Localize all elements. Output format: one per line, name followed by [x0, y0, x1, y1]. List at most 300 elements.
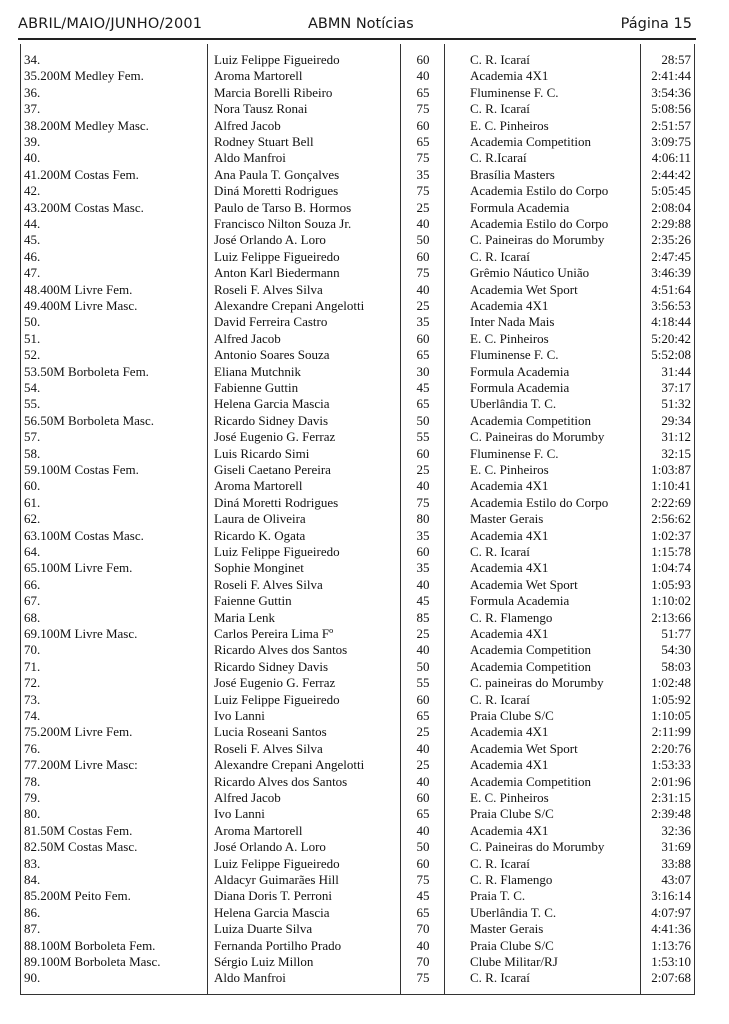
table-row: [21, 544, 695, 560]
table-row: [21, 282, 695, 298]
club-cell: Fluminense F. C.: [470, 445, 559, 461]
table-row: [21, 511, 695, 527]
time-cell: 1:15:78: [651, 544, 691, 559]
age-group-cell: 70: [416, 954, 430, 969]
time-cell: 1:10:05: [651, 708, 691, 723]
swimmer-name-cell: Ricardo Alves dos Santos: [214, 773, 348, 789]
event-cell: 44.: [24, 216, 41, 231]
time-cell: 1:53:10: [651, 954, 691, 969]
swimmer-name-cell: Roseli F. Alves Silva: [214, 576, 323, 592]
table-row: [21, 396, 695, 412]
event-cell: 53.50M Borboleta Fem.: [24, 363, 149, 379]
table-row: [21, 495, 695, 511]
time-cell: 32:36: [661, 822, 691, 838]
event-cell: 67.: [24, 593, 41, 609]
club-cell: Academia 4X1: [470, 527, 549, 543]
event-cell: 63.100M Costas Masc.: [24, 527, 144, 543]
swimmer-name-cell: David Ferreira Castro: [214, 314, 328, 330]
event-cell: 87.: [24, 921, 41, 937]
age-group-cell: 55: [416, 675, 430, 691]
club-cell: Academia Estilo do Corpo: [470, 216, 609, 231]
event-cell: 34.: [24, 52, 41, 67]
swimmer-name-cell: Sérgio Luiz Millon: [214, 954, 314, 969]
age-group-cell: 45: [416, 888, 430, 904]
table-row: [21, 724, 695, 740]
swimmer-name-cell: Diná Moretti Rodrigues: [214, 183, 339, 199]
time-cell: 2:08:04: [651, 199, 691, 215]
time-cell: 29:34: [661, 412, 691, 428]
event-cell: 35.200M Medley Fem.: [24, 68, 144, 84]
time-cell: 58:03: [661, 658, 691, 674]
table-row: [21, 757, 695, 773]
club-cell: Praia Clube S/C: [470, 806, 554, 822]
age-group-cell: 45: [416, 593, 430, 609]
time-cell: 43:07: [661, 872, 691, 887]
event-cell: 66.: [24, 576, 41, 592]
time-cell: 1:13:76: [651, 937, 691, 953]
age-group-cell: 40: [416, 68, 430, 84]
swimmer-name-cell: José Eugenio G. Ferraz: [214, 429, 336, 445]
age-group-cell: 65: [416, 134, 430, 149]
table-row: [21, 183, 695, 199]
table-row: [21, 232, 695, 248]
event-cell: 80.: [24, 806, 41, 822]
age-group-cell: 80: [416, 511, 430, 527]
swimmer-name-cell: Ricardo Alves dos Santos: [214, 642, 348, 658]
swimmer-name-cell: Alexandre Crepani Angelotti: [214, 298, 365, 313]
table-row: [21, 413, 695, 429]
age-group-cell: 50: [416, 658, 430, 674]
table-row: [21, 560, 695, 576]
club-cell: Brasília Masters: [470, 166, 555, 182]
swimmer-name-cell: Luiz Felippe Figueiredo: [214, 248, 340, 264]
age-group-cell: 75: [416, 265, 430, 281]
swimmer-name-cell: Diná Moretti Rodrigues: [214, 494, 339, 510]
event-cell: 43.200M Costas Masc.: [24, 199, 144, 215]
table-row: [21, 790, 695, 806]
age-group-cell: 65: [416, 347, 430, 363]
age-group-cell: 60: [416, 544, 430, 559]
time-cell: 2:07:68: [651, 970, 691, 986]
club-cell: Academia Wet Sport: [470, 576, 578, 592]
time-cell: 31:12: [661, 429, 691, 445]
swimmer-name-cell: Luiza Duarte Silva: [214, 921, 313, 937]
age-group-cell: 60: [416, 445, 430, 461]
table-row: [21, 659, 695, 675]
table-row: [21, 970, 695, 986]
event-cell: 72.: [24, 675, 41, 691]
time-cell: 5:08:56: [651, 101, 691, 117]
event-cell: 82.50M Costas Masc.: [24, 839, 138, 855]
table-row: [21, 118, 695, 134]
event-cell: 69.100M Livre Masc.: [24, 626, 138, 641]
page-number: Página 15: [620, 16, 692, 32]
age-group-cell: 75: [416, 101, 430, 117]
time-cell: 31:44: [661, 363, 691, 379]
age-group-cell: 50: [416, 232, 430, 248]
event-cell: 84.: [24, 872, 41, 887]
club-cell: E. C. Pinheiros: [470, 790, 549, 805]
swimmer-name-cell: Luiz Felippe Figueiredo: [214, 544, 340, 559]
club-cell: Uberlândia T. C.: [470, 904, 557, 920]
club-cell: C. R. Icaraí: [470, 855, 530, 871]
publication-title: ABMN Notícias: [308, 16, 414, 32]
table-row: [21, 823, 695, 839]
swimmer-name-cell: Helena Garcia Mascia: [214, 904, 330, 920]
club-cell: Praia Clube S/C: [470, 708, 554, 723]
age-group-cell: 60: [416, 790, 430, 805]
swimmer-name-cell: Rodney Stuart Bell: [214, 134, 314, 149]
table-row: [21, 101, 695, 117]
time-cell: 3:56:53: [651, 298, 691, 313]
club-cell: Academia 4X1: [470, 757, 549, 773]
time-cell: 1:05:93: [651, 576, 691, 592]
table-row: [21, 839, 695, 855]
age-group-cell: 75: [416, 872, 430, 887]
time-cell: 1:05:92: [651, 691, 691, 707]
age-group-cell: 40: [416, 216, 430, 231]
page-header: [18, 12, 694, 36]
club-cell: C. R. Icaraí: [470, 101, 530, 117]
club-cell: Academia Competition: [470, 658, 591, 674]
club-cell: Academia 4X1: [470, 560, 549, 576]
event-cell: 70.: [24, 642, 41, 658]
age-group-cell: 25: [416, 298, 430, 313]
club-cell: C. paineiras do Morumby: [470, 675, 604, 691]
age-group-cell: 60: [416, 330, 430, 346]
swimmer-name-cell: Antonio Soares Souza: [214, 347, 330, 363]
event-cell: 78.: [24, 773, 41, 789]
club-cell: Formula Academia: [470, 380, 570, 395]
swimmer-name-cell: Ivo Lanni: [214, 806, 265, 822]
swimmer-name-cell: Ricardo Sidney Davis: [214, 412, 329, 428]
swimmer-name-cell: Aroma Martorell: [214, 478, 303, 494]
time-cell: 2:31:15: [651, 790, 691, 805]
table-row: [21, 708, 695, 724]
time-cell: 5:20:42: [651, 330, 691, 346]
event-cell: 59.100M Costas Fem.: [24, 462, 139, 477]
event-cell: 89.100M Borboleta Masc.: [24, 954, 161, 969]
club-cell: E. C. Pinheiros: [470, 462, 549, 477]
club-cell: Academia 4X1: [470, 626, 549, 641]
club-cell: Grêmio Náutico União: [470, 265, 590, 281]
swimmer-name-cell: Helena Garcia Mascia: [214, 396, 330, 412]
club-cell: Fluminense F. C.: [470, 84, 559, 100]
swimmer-name-cell: Sophie Monginet: [214, 560, 304, 576]
club-cell: Formula Academia: [470, 199, 570, 215]
club-cell: C. Paineiras do Morumby: [470, 232, 605, 248]
issue-date: ABRIL/MAIO/JUNHO/2001: [18, 16, 203, 32]
time-cell: 2:39:48: [651, 806, 691, 822]
age-group-cell: 25: [416, 626, 430, 641]
table-row: [21, 856, 695, 872]
swimmer-name-cell: José Orlando A. Loro: [214, 839, 326, 855]
age-group-cell: 40: [416, 773, 430, 789]
table-row: [21, 741, 695, 757]
club-cell: Master Gerais: [470, 921, 544, 937]
age-group-cell: 35: [416, 527, 430, 543]
swimmer-name-cell: Nora Tausz Ronai: [214, 101, 308, 117]
event-cell: 54.: [24, 380, 41, 395]
table-row: [21, 593, 695, 609]
results-table: [20, 44, 695, 995]
age-group-cell: 50: [416, 412, 430, 428]
age-group-cell: 70: [416, 921, 430, 937]
table-row: [21, 462, 695, 478]
event-cell: 73.: [24, 691, 41, 707]
event-cell: 45.: [24, 232, 41, 248]
time-cell: 2:47:45: [651, 248, 691, 264]
swimmer-name-cell: Eliana Mutchnik: [214, 363, 302, 379]
club-cell: C. R. Icaraí: [470, 248, 530, 264]
club-cell: C. R. Flamengo: [470, 609, 553, 625]
club-cell: Academia Estilo do Corpo: [470, 183, 609, 199]
swimmer-name-cell: Luis Ricardo Simi: [214, 445, 310, 461]
swimmer-name-cell: Ivo Lanni: [214, 708, 265, 723]
swimmer-name-cell: Alfred Jacob: [214, 790, 281, 805]
time-cell: 4:06:11: [651, 150, 691, 166]
event-cell: 71.: [24, 658, 41, 674]
time-cell: 3:46:39: [651, 265, 691, 281]
time-cell: 4:51:64: [651, 281, 691, 297]
swimmer-name-cell: Ricardo Sidney Davis: [214, 658, 329, 674]
table-row: [21, 314, 695, 330]
swimmer-name-cell: Roseli F. Alves Silva: [214, 740, 323, 756]
table-row: [21, 68, 695, 84]
swimmer-name-cell: Lucia Roseani Santos: [214, 724, 327, 740]
event-cell: 88.100M Borboleta Fem.: [24, 937, 156, 953]
event-cell: 56.50M Borboleta Masc.: [24, 412, 154, 428]
club-cell: E. C. Pinheiros: [470, 117, 549, 133]
time-cell: 2:35:26: [651, 232, 691, 248]
table-row: [21, 954, 695, 970]
age-group-cell: 30: [416, 363, 430, 379]
club-cell: Academia 4X1: [470, 822, 549, 838]
age-group-cell: 75: [416, 970, 430, 986]
club-cell: C. R. Icaraí: [470, 691, 530, 707]
time-cell: 5:52:08: [651, 347, 691, 363]
time-cell: 32:15: [661, 445, 691, 461]
swimmer-name-cell: Carlos Pereira Lima Fº: [214, 626, 334, 641]
time-cell: 51:32: [661, 396, 691, 412]
age-group-cell: 65: [416, 396, 430, 412]
event-cell: 81.50M Costas Fem.: [24, 822, 133, 838]
time-cell: 1:10:41: [651, 478, 691, 494]
club-cell: Master Gerais: [470, 511, 544, 527]
table-row: [21, 134, 695, 150]
swimmer-name-cell: Fabienne Guttin: [214, 380, 299, 395]
event-cell: 76.: [24, 740, 41, 756]
club-cell: Academia 4X1: [470, 478, 549, 494]
age-group-cell: 40: [416, 281, 430, 297]
club-cell: Formula Academia: [470, 363, 570, 379]
time-cell: 4:07:97: [651, 904, 691, 920]
age-group-cell: 65: [416, 806, 430, 822]
table-row: [21, 380, 695, 396]
club-cell: E. C. Pinheiros: [470, 330, 549, 346]
age-group-cell: 45: [416, 380, 430, 395]
event-cell: 58.: [24, 445, 41, 461]
event-cell: 85.200M Peito Fem.: [24, 888, 131, 904]
table-row: [21, 577, 695, 593]
swimmer-name-cell: Luiz Felippe Figueiredo: [214, 52, 340, 67]
age-group-cell: 60: [416, 855, 430, 871]
age-group-cell: 60: [416, 248, 430, 264]
time-cell: 54:30: [661, 642, 691, 658]
table-row: [21, 905, 695, 921]
age-group-cell: 40: [416, 576, 430, 592]
table-row: [21, 200, 695, 216]
table-row: [21, 429, 695, 445]
club-cell: Praia Clube S/C: [470, 937, 554, 953]
event-cell: 39.: [24, 134, 41, 149]
event-cell: 68.: [24, 609, 41, 625]
time-cell: 1:03:87: [651, 462, 691, 477]
club-cell: C. R. Icaraí: [470, 544, 530, 559]
time-cell: 1:04:74: [651, 560, 691, 576]
club-cell: Academia Competition: [470, 134, 591, 149]
event-cell: 86.: [24, 904, 41, 920]
time-cell: 28:57: [661, 52, 691, 67]
time-cell: 2:41:44: [651, 68, 691, 84]
club-cell: C. R. Flamengo: [470, 872, 553, 887]
event-cell: 64.: [24, 544, 41, 559]
table-row: [21, 298, 695, 314]
age-group-cell: 40: [416, 478, 430, 494]
table-row: [21, 52, 695, 68]
swimmer-name-cell: Aroma Martorell: [214, 68, 303, 84]
table-row: [21, 610, 695, 626]
time-cell: 1:53:33: [651, 757, 691, 773]
swimmer-name-cell: Luiz Felippe Figueiredo: [214, 855, 340, 871]
swimmer-name-cell: Aldo Manfroi: [214, 970, 286, 986]
time-cell: 2:11:99: [651, 724, 691, 740]
swimmer-name-cell: Aroma Martorell: [214, 822, 303, 838]
table-row: [21, 150, 695, 166]
event-cell: 40.: [24, 150, 41, 166]
age-group-cell: 75: [416, 183, 430, 199]
time-cell: 2:20:76: [651, 740, 691, 756]
table-row: [21, 675, 695, 691]
table-row: [21, 249, 695, 265]
club-cell: C. Paineiras do Morumby: [470, 839, 605, 855]
event-cell: 38.200M Medley Masc.: [24, 117, 149, 133]
event-cell: 41.200M Costas Fem.: [24, 166, 139, 182]
time-cell: 2:29:88: [651, 216, 691, 231]
age-group-cell: 65: [416, 84, 430, 100]
table-row: [21, 921, 695, 937]
club-cell: Inter Nada Mais: [470, 314, 555, 330]
time-cell: 3:09:75: [651, 134, 691, 149]
club-cell: Fluminense F. C.: [470, 347, 559, 363]
event-cell: 65.100M Livre Fem.: [24, 560, 133, 576]
club-cell: Academia Competition: [470, 642, 591, 658]
club-cell: Clube Militar/RJ: [470, 954, 558, 969]
swimmer-name-cell: Paulo de Tarso B. Hormos: [214, 199, 352, 215]
table-row: [21, 692, 695, 708]
age-group-cell: 25: [416, 757, 430, 773]
time-cell: 33:88: [661, 855, 691, 871]
swimmer-name-cell: Luiz Felippe Figueiredo: [214, 691, 340, 707]
age-group-cell: 25: [416, 724, 430, 740]
swimmer-name-cell: Diana Doris T. Perroni: [214, 888, 332, 904]
event-cell: 52.: [24, 347, 41, 363]
time-cell: 1:02:48: [651, 675, 691, 691]
table-row: [21, 938, 695, 954]
event-cell: 75.200M Livre Fem.: [24, 724, 133, 740]
time-cell: 3:16:14: [651, 888, 691, 904]
age-group-cell: 55: [416, 429, 430, 445]
table-row: [21, 167, 695, 183]
event-cell: 77.200M Livre Masc:: [24, 757, 138, 773]
table-row: [21, 528, 695, 544]
age-group-cell: 25: [416, 199, 430, 215]
table-row: [21, 888, 695, 904]
age-group-cell: 35: [416, 166, 430, 182]
club-cell: Academia 4X1: [470, 724, 549, 740]
club-cell: Praia T. C.: [470, 888, 526, 904]
event-cell: 47.: [24, 265, 41, 281]
age-group-cell: 75: [416, 150, 430, 166]
event-cell: 46.: [24, 248, 41, 264]
table-row: [21, 331, 695, 347]
club-cell: Uberlândia T. C.: [470, 396, 557, 412]
age-group-cell: 65: [416, 904, 430, 920]
table-row: [21, 265, 695, 281]
age-group-cell: 40: [416, 642, 430, 658]
age-group-cell: 85: [416, 609, 430, 625]
table-row: [21, 216, 695, 232]
time-cell: 5:05:45: [651, 183, 691, 199]
table-row: [21, 872, 695, 888]
event-cell: 48.400M Livre Fem.: [24, 281, 133, 297]
age-group-cell: 60: [416, 691, 430, 707]
age-group-cell: 35: [416, 560, 430, 576]
club-cell: C. R.Icaraí: [470, 150, 527, 166]
table-row: [21, 347, 695, 363]
club-cell: Academia 4X1: [470, 298, 549, 313]
swimmer-name-cell: Ricardo K. Ogata: [214, 527, 306, 543]
club-cell: Formula Academia: [470, 593, 570, 609]
time-cell: 2:44:42: [651, 166, 691, 182]
event-cell: 62.: [24, 511, 41, 527]
event-cell: 36.: [24, 84, 41, 100]
swimmer-name-cell: Marcia Borelli Ribeiro: [214, 84, 333, 100]
club-cell: Academia 4X1: [470, 68, 549, 84]
table-row: [21, 774, 695, 790]
swimmer-name-cell: Faienne Guttin: [214, 593, 292, 609]
time-cell: 37:17: [661, 380, 691, 395]
time-cell: 51:77: [661, 626, 691, 641]
time-cell: 4:41:36: [651, 921, 691, 937]
age-group-cell: 40: [416, 822, 430, 838]
time-cell: 2:13:66: [651, 609, 691, 625]
header-rule: [18, 38, 696, 40]
event-cell: 42.: [24, 183, 41, 199]
event-cell: 50.: [24, 314, 41, 330]
event-cell: 90.: [24, 970, 41, 986]
time-cell: 2:22:69: [651, 494, 691, 510]
event-cell: 79.: [24, 790, 41, 805]
club-cell: C. R. Icaraí: [470, 970, 530, 986]
event-cell: 61.: [24, 494, 41, 510]
swimmer-name-cell: Alfred Jacob: [214, 117, 281, 133]
club-cell: Academia Competition: [470, 412, 591, 428]
swimmer-name-cell: José Orlando A. Loro: [214, 232, 326, 248]
club-cell: Academia Competition: [470, 773, 591, 789]
swimmer-name-cell: Maria Lenk: [214, 609, 276, 625]
table-row: [21, 478, 695, 494]
